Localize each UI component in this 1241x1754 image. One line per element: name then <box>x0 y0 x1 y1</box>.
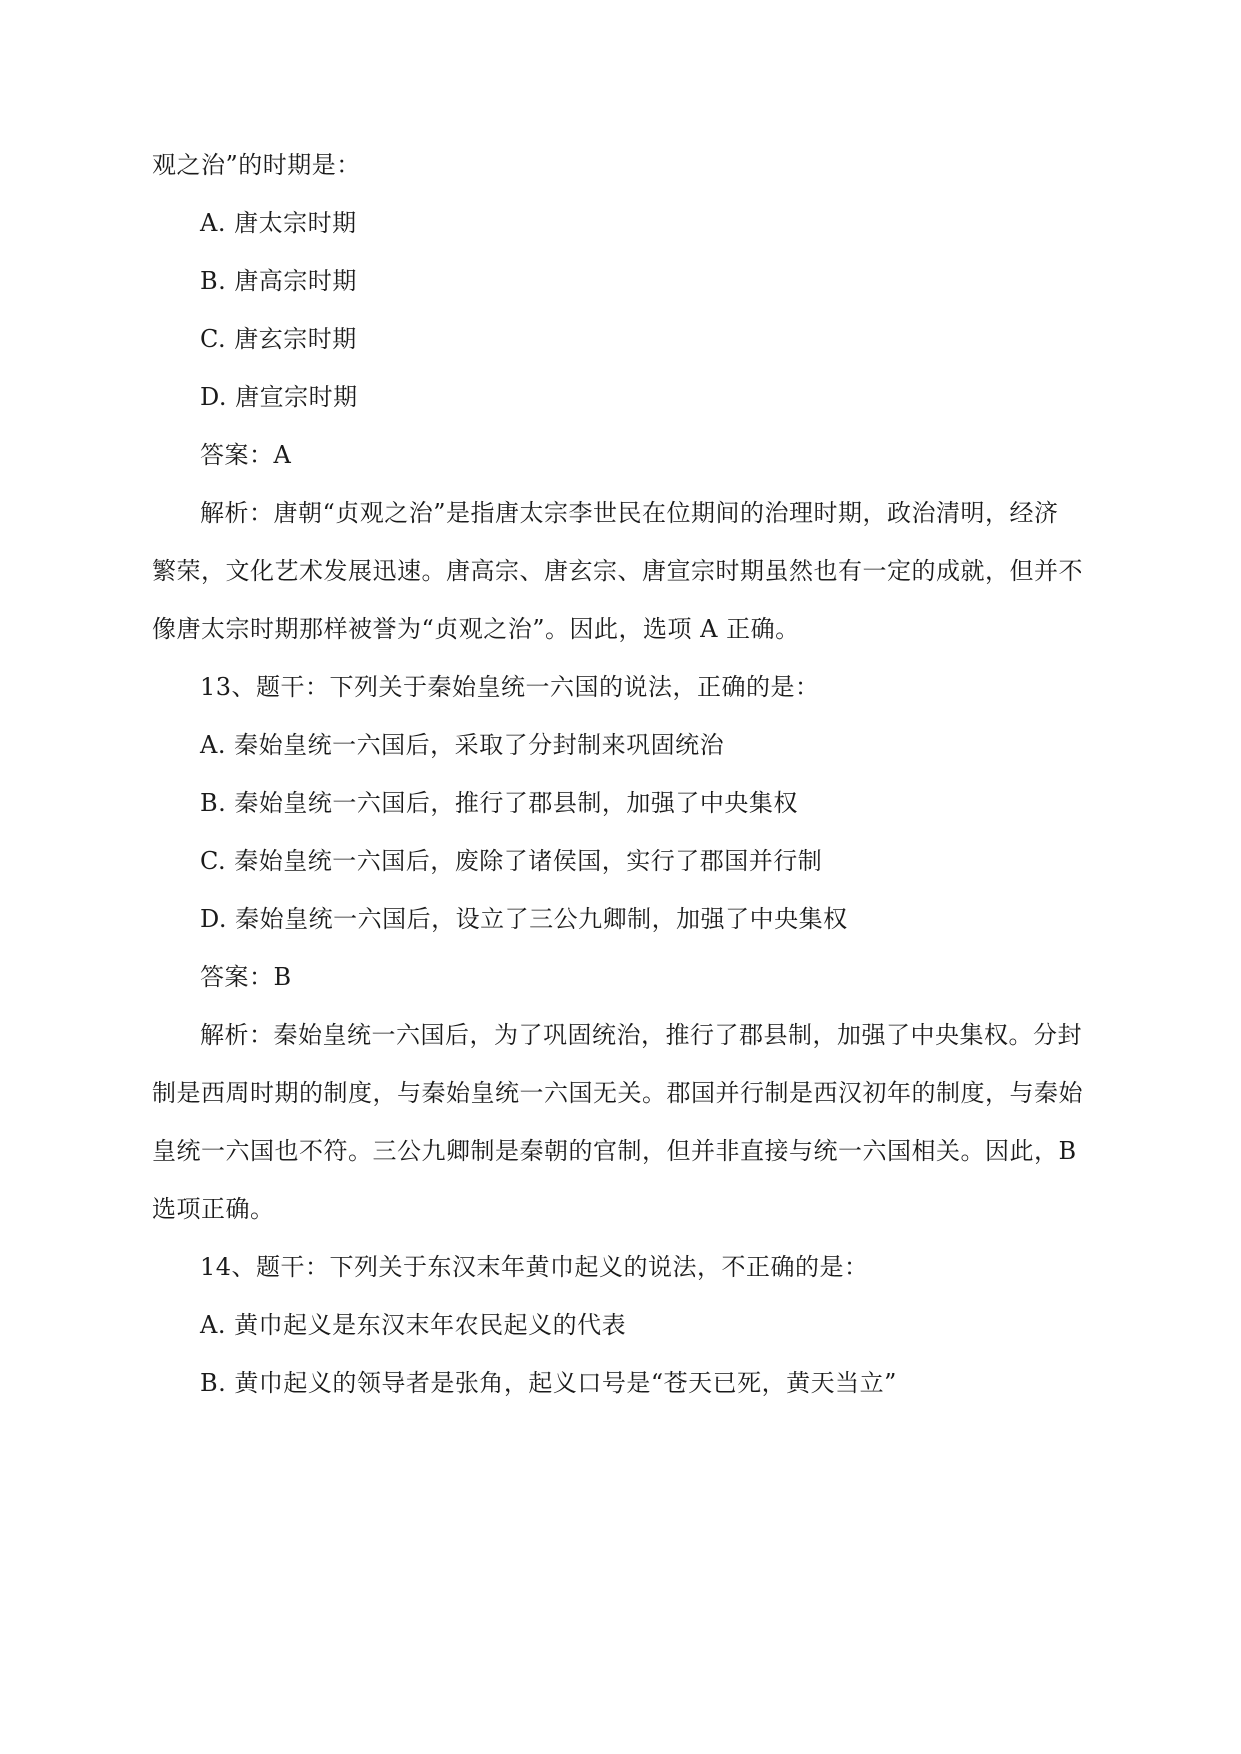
q13-analysis-line-2: 制是西周时期的制度，与秦始皇统一六国无关。郡国并行制是西汉初年的制度，与秦始 <box>152 1079 1083 1107</box>
q14-option-b: B. 黄巾起义的领导者是张角，起义口号是“苍天已死，黄天当立” <box>200 1369 897 1397</box>
q14-option-a: A. 黄巾起义是东汉末年农民起义的代表 <box>200 1311 627 1339</box>
q13-stem: 13、题干：下列关于秦始皇统一六国的说法，正确的是： <box>200 673 820 701</box>
q13-analysis-line-4: 选项正确。 <box>152 1195 275 1223</box>
q13-analysis-line-3: 皇统一六国也不符。三公九卿制是秦朝的官制，但并非直接与统一六国相关。因此，B <box>152 1137 1077 1165</box>
q14-stem: 14、题干：下列关于东汉末年黄巾起义的说法，不正确的是： <box>200 1253 869 1281</box>
q12-option-c: C. 唐玄宗时期 <box>200 325 357 353</box>
q13-analysis-line-1: 解析：秦始皇统一六国后，为了巩固统治，推行了郡县制，加强了中央集权。分封 <box>200 1021 1082 1049</box>
q12-analysis-line-1: 解析：唐朝“贞观之治”是指唐太宗李世民在位期间的治理时期，政治清明，经济 <box>200 499 1059 527</box>
q12-analysis-line-2: 繁荣，文化艺术发展迅速。唐高宗、唐玄宗、唐宣宗时期虽然也有一定的成就，但并不 <box>152 557 1083 585</box>
q12-stem-tail: 观之治”的时期是： <box>152 151 361 179</box>
q13-option-d: D. 秦始皇统一六国后，设立了三公九卿制，加强了中央集权 <box>200 905 848 933</box>
q12-option-d: D. 唐宣宗时期 <box>200 383 358 411</box>
q12-option-b: B. 唐高宗时期 <box>200 267 357 295</box>
q13-option-c: C. 秦始皇统一六国后，废除了诸侯国，实行了郡国并行制 <box>200 847 823 875</box>
q13-answer: 答案：B <box>200 963 292 991</box>
q12-answer: 答案：A <box>200 441 292 469</box>
q13-option-a: A. 秦始皇统一六国后，采取了分封制来巩固统治 <box>200 731 725 759</box>
q12-analysis-line-3: 像唐太宗时期那样被誉为“贞观之治”。因此，选项 A 正确。 <box>152 615 800 643</box>
q13-option-b: B. 秦始皇统一六国后，推行了郡县制，加强了中央集权 <box>200 789 798 817</box>
q12-option-a: A. 唐太宗时期 <box>200 209 357 237</box>
